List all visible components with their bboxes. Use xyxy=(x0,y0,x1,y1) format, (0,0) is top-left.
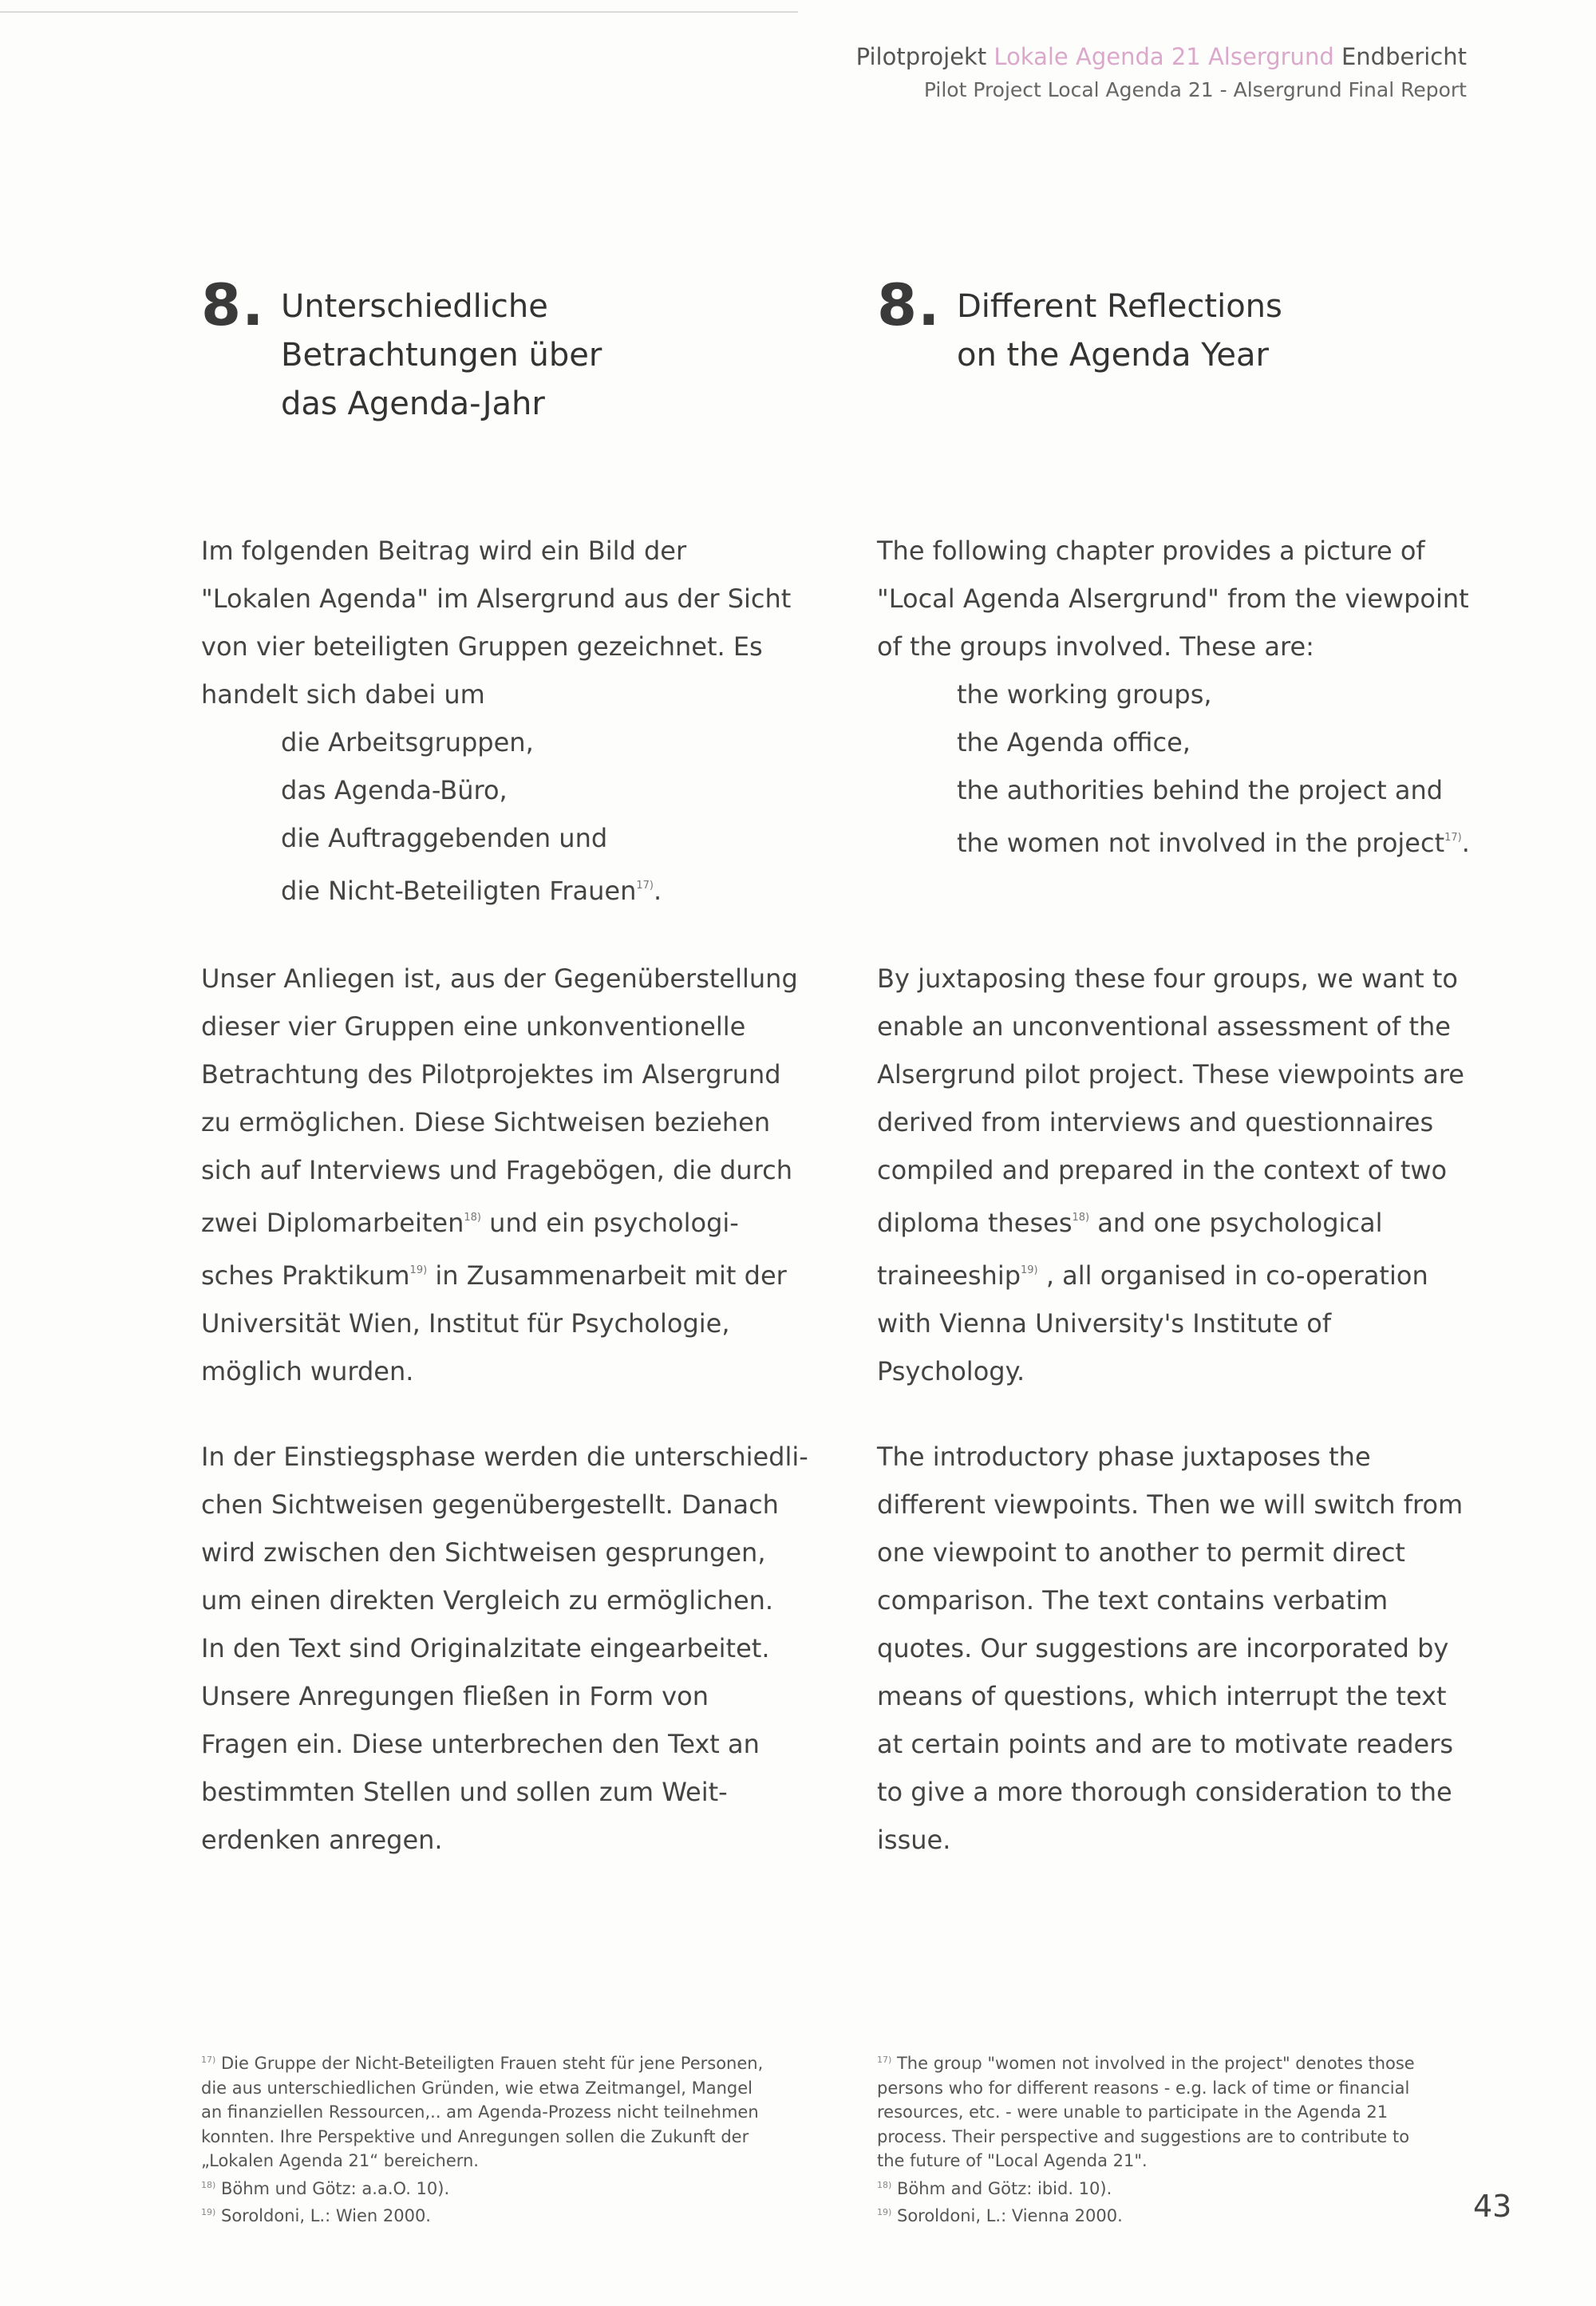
text-run: traineeship xyxy=(877,1260,1021,1291)
footnote-17 xyxy=(877,2048,1415,2076)
text-line: sich auf Interviews und Fragebögen, die durch xyxy=(201,1155,792,1185)
footnote-ref: 18) xyxy=(464,1212,481,1224)
footnote-mark: 18) xyxy=(201,2179,216,2190)
text-run: sches Praktikum xyxy=(201,1260,410,1291)
german-paragraph-2 xyxy=(201,955,808,1395)
german-title-line: Betrachtungen über xyxy=(281,337,602,374)
footnote-text: The group "women not involved in the project" denotes those xyxy=(896,2054,1415,2073)
footnote-text: the future of "Local Agenda 21". xyxy=(877,2151,1148,2170)
german-intro xyxy=(201,527,808,915)
footnote-ref: 19) xyxy=(1021,1264,1038,1276)
text-line: Unsere Anregungen fließen in Form von xyxy=(201,1681,709,1711)
footnote-text: persons who for different reasons - e.g. lack of time or financial xyxy=(877,2078,1410,2098)
text-run: und ein psychologi- xyxy=(481,1208,739,1238)
text-line: Universität Wien, Institut für Psychologie, xyxy=(201,1308,730,1339)
text-line: with Vienna University's Institute of xyxy=(877,1308,1332,1339)
group-item: the women not involved in the project$^{17)}$. xyxy=(957,828,1470,858)
text-line xyxy=(201,1247,808,1299)
footnote-text: process. Their perspective and suggestions are to contribute to xyxy=(877,2126,1410,2146)
text-run: and one psychological xyxy=(1089,1208,1383,1238)
text-line: Fragen ein. Diese unterbrechen den Text an xyxy=(201,1729,760,1759)
footnote-text: Böhm und Götz: a.a.O. 10). xyxy=(220,2178,450,2198)
text-line: of the groups involved. These are: xyxy=(877,631,1314,662)
text-line: compiled and prepared in the context of two xyxy=(877,1155,1448,1185)
top-rule xyxy=(0,11,798,13)
text-line: quotes. Our suggestions are incorporated by xyxy=(877,1633,1449,1663)
text-line: von vier beteiligten Gruppen gezeichnet. Es xyxy=(201,631,763,662)
footnote-19 xyxy=(201,2201,763,2229)
footnote-text: an finanziellen Ressourcen,.. am Agenda-Prozess nicht teilnehmen xyxy=(201,2102,759,2122)
text-line: means of questions, which interrupt the text xyxy=(877,1681,1447,1711)
group-item: the authorities behind the project and xyxy=(957,775,1444,805)
footnote-text: „Lokalen Agenda 21“ bereichern. xyxy=(201,2151,479,2170)
text-line: "Local Agenda Alsergrund" from the viewpoint xyxy=(877,583,1469,614)
footnote-text: konnten. Ihre Perspektive und Anregungen sollen die Zukunft der xyxy=(201,2126,749,2146)
group-item-text: die Nicht-Beteiligten Frauen xyxy=(281,876,637,906)
text-line: Alsergrund pilot project. These viewpoints are xyxy=(877,1059,1464,1090)
german-title-line: das Agenda-Jahr xyxy=(281,386,545,422)
german-footnotes xyxy=(201,2048,763,2229)
text-line: handelt sich dabei um xyxy=(201,679,485,710)
text-line xyxy=(877,1247,1483,1299)
english-title-line: on the Agenda Year xyxy=(957,337,1269,374)
text-line: chen Sichtweisen gegenübergestellt. Danach xyxy=(201,1489,779,1520)
footnote-ref: 19) xyxy=(409,1264,428,1276)
german-paragraph-3 xyxy=(201,1433,808,1864)
text-line: Betrachtung des Pilotprojektes im Alsergrund xyxy=(201,1059,781,1090)
footnote-ref: 18) xyxy=(1072,1212,1090,1224)
text-line: issue. xyxy=(877,1825,951,1855)
footnote-19 xyxy=(877,2201,1415,2229)
english-paragraph-2 xyxy=(877,955,1483,1395)
text-run: in Zusammenarbeit mit der xyxy=(427,1260,787,1291)
text-line: In den Text sind Originalzitate eingearbeitet. xyxy=(201,1633,770,1663)
german-chapter-number: 8. xyxy=(201,271,265,338)
text-line: möglich wurden. xyxy=(201,1356,414,1386)
text-line: The introductory phase juxtaposes the xyxy=(877,1442,1371,1472)
text-line: at certain points and are to motivate readers xyxy=(877,1729,1454,1759)
text-line: The following chapter provides a picture of xyxy=(877,536,1425,566)
text-line: um einen direkten Vergleich zu ermöglichen. xyxy=(201,1585,774,1616)
header-line-2: Pilot Project Local Agenda 21 - Alsergrund Final Report xyxy=(923,78,1467,101)
text-line: "Lokalen Agenda" im Alsergrund aus der Sicht xyxy=(201,583,792,614)
footnote-mark: 19) xyxy=(201,2207,216,2217)
footnote-text: Soroldoni, L.: Wien 2000. xyxy=(220,2206,431,2225)
text-line: erdenken anregen. xyxy=(201,1825,443,1855)
footnote-18 xyxy=(201,2173,763,2201)
footnote-mark: 19) xyxy=(877,2207,892,2217)
text-line: different viewpoints. Then we will switch from xyxy=(877,1489,1464,1520)
text-run: , all organised in co-operation xyxy=(1037,1260,1428,1291)
text-line: By juxtaposing these four groups, we want to xyxy=(877,963,1458,994)
header-line-1 xyxy=(856,38,1467,75)
text-line xyxy=(201,1194,808,1247)
english-intro xyxy=(877,527,1483,867)
group-item: die Auftraggebenden und xyxy=(281,823,608,853)
text-line xyxy=(877,1194,1483,1247)
english-chapter-number: 8. xyxy=(877,271,941,338)
footnote-text: Soroldoni, L.: Vienna 2000. xyxy=(896,2206,1123,2225)
text-line: enable an unconventional assessment of the xyxy=(877,1011,1451,1042)
text-line: wird zwischen den Sichtweisen gesprungen, xyxy=(201,1537,766,1568)
group-item: die Nicht-Beteiligten Frauen$^{17)}$. xyxy=(281,876,662,906)
page-number: 43 xyxy=(1473,2189,1512,2224)
german-title xyxy=(281,283,602,429)
footnote-mark: 17) xyxy=(201,2055,216,2065)
footnote-18 xyxy=(877,2173,1415,2201)
text-line: bestimmten Stellen und sollen zum Weit- xyxy=(201,1777,728,1807)
text-line: dieser vier Gruppen eine unkonventionelle xyxy=(201,1011,746,1042)
text-line: In der Einstiegsphase werden die unterschiedli- xyxy=(201,1442,808,1472)
page-header xyxy=(856,38,1467,105)
text-line: derived from interviews and questionnaires xyxy=(877,1107,1434,1137)
text-line: zu ermöglichen. Diese Sichtweisen beziehen xyxy=(201,1107,771,1137)
group-item: the Agenda office, xyxy=(957,727,1191,757)
footnote-mark: 17) xyxy=(877,2055,892,2065)
english-paragraph-3 xyxy=(877,1433,1483,1864)
footnote-text: resources, etc. - were unable to participate in the Agenda 21 xyxy=(877,2102,1389,2122)
english-footnotes xyxy=(877,2048,1415,2229)
text-run: zwei Diplomarbeiten xyxy=(201,1208,464,1238)
footnote-ref: 17) xyxy=(636,880,654,892)
text-line: comparison. The text contains verbatim xyxy=(877,1585,1389,1616)
footnote-text: Die Gruppe der Nicht-Beteiligten Frauen steht für jene Personen, xyxy=(220,2054,764,2073)
text-run: diploma theses xyxy=(877,1208,1073,1238)
footnote-text: Böhm and Götz: ibid. 10). xyxy=(896,2178,1112,2198)
english-title-line: Different Reflections xyxy=(957,288,1282,325)
text-line: one viewpoint to another to permit direct xyxy=(877,1537,1405,1568)
footnote-ref: 17) xyxy=(1444,832,1462,844)
text-line: Im folgenden Beitrag wird ein Bild der xyxy=(201,536,687,566)
header-report: Endbericht xyxy=(1341,43,1467,70)
group-item: the working groups, xyxy=(957,679,1212,710)
group-item: das Agenda-Büro, xyxy=(281,775,508,805)
header-project-name: Lokale Agenda 21 Alsergrund xyxy=(994,43,1334,70)
text-line: Unser Anliegen ist, aus der Gegenüberstellung xyxy=(201,963,798,994)
text-line: to give a more thorough consideration to the xyxy=(877,1777,1452,1807)
group-item: die Arbeitsgruppen, xyxy=(281,727,534,757)
header-project: Pilotprojekt xyxy=(855,43,987,70)
footnote-17 xyxy=(201,2048,763,2076)
footnote-mark: 18) xyxy=(877,2179,892,2190)
german-title-line: Unterschiedliche xyxy=(281,288,548,325)
footnote-text: die aus unterschiedlichen Gründen, wie etwa Zeitmangel, Mangel xyxy=(201,2078,753,2098)
english-title xyxy=(957,283,1282,380)
group-item-text: the women not involved in the project xyxy=(957,828,1445,858)
text-line: Psychology. xyxy=(877,1356,1025,1386)
